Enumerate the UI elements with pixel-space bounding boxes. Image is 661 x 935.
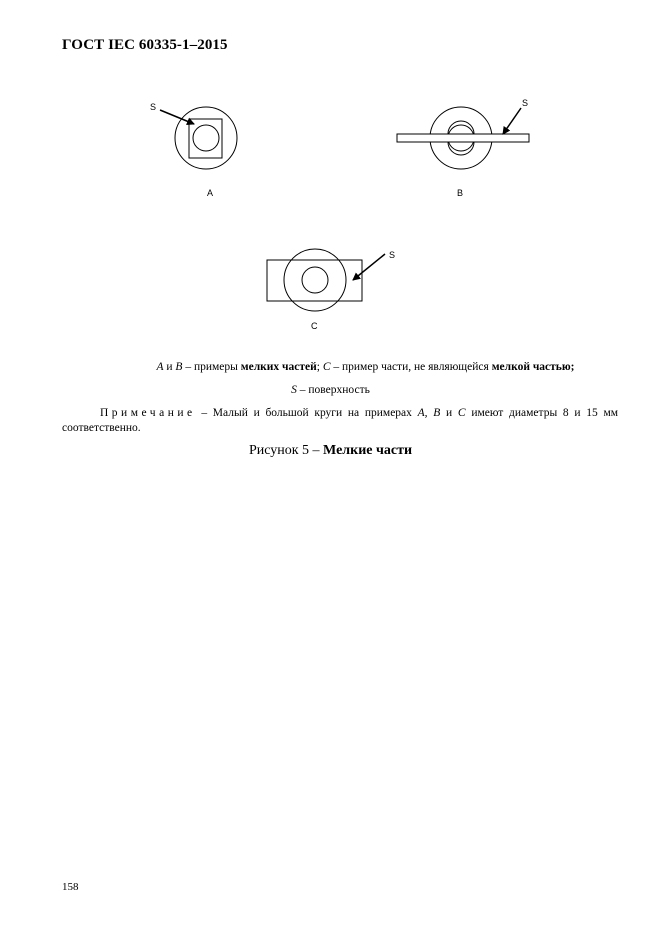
note-letter-c: C [457,407,466,419]
figure-c [267,249,395,331]
figure-legend-line-1 [35,361,661,373]
legend-term-small-parts: мелких частей [240,361,317,373]
figure-b-surface-arrow [503,108,521,134]
figure-b-circle-bottom [448,142,474,155]
note-word: Примечание [100,407,196,419]
note-letter-b: B [433,407,441,419]
figure-c-label: C [311,321,318,331]
figure-c-small-circle [302,267,328,293]
legend-text: ; [316,361,323,373]
figure-a-small-circle [193,125,219,151]
figure-title-prefix: Рисунок 5 – [248,443,324,458]
figure-b-part [397,134,529,142]
figure-c-surface-arrow [353,254,385,280]
legend-text: – пример части, не являющейся [330,361,492,373]
legend-text: и [163,361,176,373]
figure-b-circle-top [448,121,474,134]
note-text: имеют диаметры 8 и 15 мм соответственно. [62,407,619,434]
figure-a-large-circle [175,107,237,169]
figure-c-large-circle [284,249,346,311]
legend-term-small-part: мелкой частью; [491,361,575,373]
figure-b [397,98,529,198]
note-text: – Малый и большой круги на примерах [195,407,418,419]
legend-letter-a: A [156,361,164,373]
note-letter-a: A, [417,407,428,419]
figure-a-label: A [207,188,214,198]
figure-b-label: B [457,188,464,198]
figure-note [62,406,618,436]
figure-legend-line-2 [0,384,661,396]
small-parts-figure [0,0,661,340]
figure-title [0,443,661,459]
figure-a-label-s: S [150,102,157,112]
legend-text: – примеры [182,361,241,373]
figure-c-label-s: S [389,250,396,260]
legend-letter-s: S [291,384,297,396]
figure-b-label-s: S [522,98,529,108]
page-number: 158 [62,881,79,893]
figure-title-name: Мелкие части [323,443,413,458]
legend-letter-c: C [322,361,331,373]
figure-a [150,102,237,198]
legend-text: – поверхность [296,384,370,396]
legend-letter-b: B [175,361,183,373]
document-header: ГОСТ IEC 60335-1–2015 [62,37,228,53]
figure-c-part [267,260,362,301]
note-text: и [440,407,458,419]
